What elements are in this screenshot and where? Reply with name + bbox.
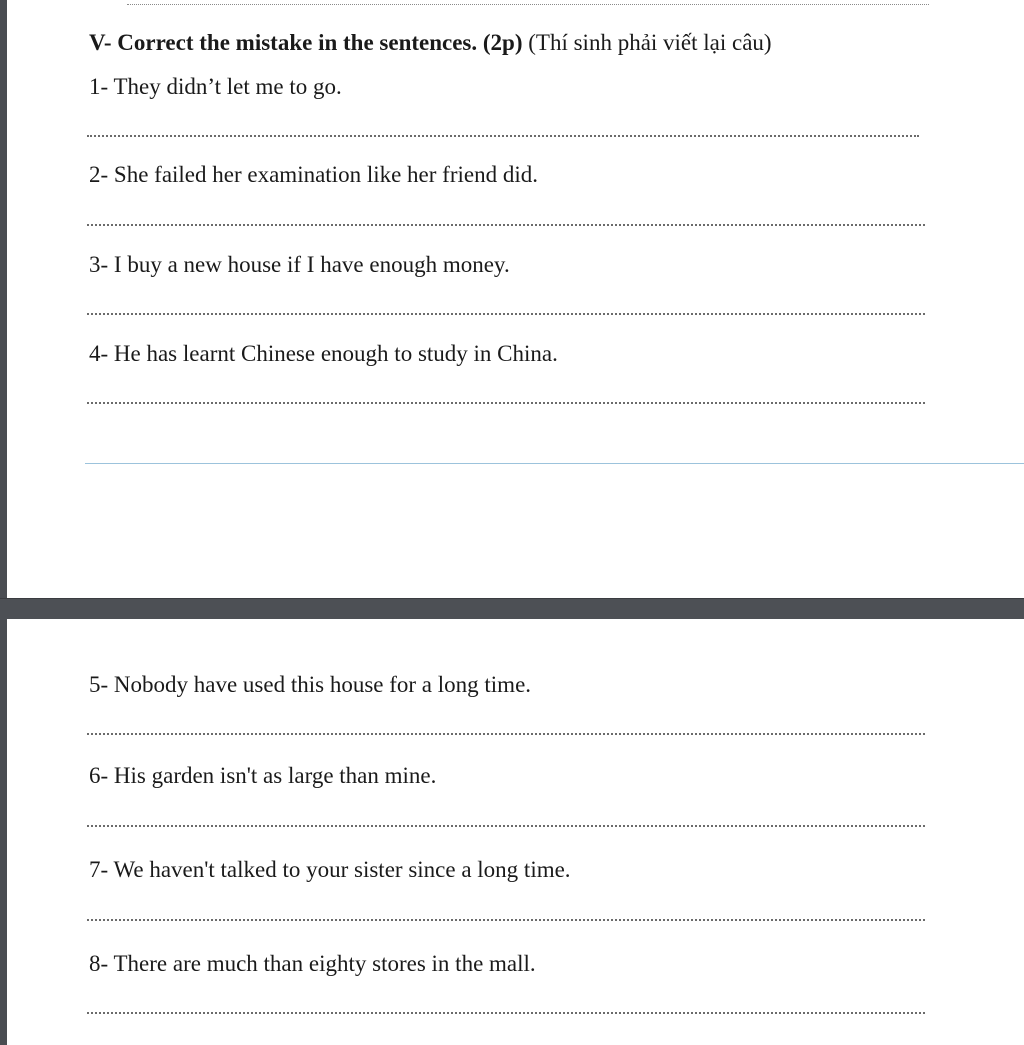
previous-answer-line-fragment bbox=[127, 0, 929, 5]
exercise-sentence-7: 7- We haven't talked to your sister since a long time. bbox=[89, 857, 571, 882]
exercise-sentence-8: 8- There are much than eighty stores in the mall. bbox=[89, 951, 536, 976]
answer-line-1[interactable] bbox=[87, 135, 919, 137]
answer-line-6[interactable] bbox=[87, 825, 925, 827]
viewer-left-gutter bbox=[0, 0, 7, 1045]
exercise-sentence-5: 5- Nobody have used this house for a long time. bbox=[89, 672, 532, 697]
exercise-sentence-2: 2- She failed her examination like her friend did. bbox=[89, 162, 538, 187]
section-heading-title: V- Correct the mistake in the sentences. (2p) bbox=[89, 30, 523, 55]
document-page-1 bbox=[7, 0, 1024, 598]
exercise-sentence-3: 3- I buy a new house if I have enough money. bbox=[89, 252, 510, 277]
answer-line-3[interactable] bbox=[87, 313, 925, 315]
answer-line-5[interactable] bbox=[87, 733, 925, 735]
exercise-sentence-1: 1- They didn’t let me to go. bbox=[89, 74, 342, 99]
answer-line-4[interactable] bbox=[87, 402, 925, 404]
exercise-sentence-4: 4- He has learnt Chinese enough to study in China. bbox=[89, 341, 558, 366]
exercise-sentence-6: 6- His garden isn't as large than mine. bbox=[89, 763, 437, 788]
page-break-gap bbox=[0, 598, 1024, 620]
page-margin-rule bbox=[85, 463, 1024, 464]
answer-line-7[interactable] bbox=[87, 919, 925, 921]
section-heading bbox=[89, 30, 772, 56]
answer-line-2[interactable] bbox=[87, 224, 925, 226]
answer-line-8[interactable] bbox=[87, 1012, 925, 1014]
section-heading-note: (Thí sinh phải viết lại câu) bbox=[522, 30, 772, 55]
document-page-2 bbox=[7, 619, 1024, 1045]
